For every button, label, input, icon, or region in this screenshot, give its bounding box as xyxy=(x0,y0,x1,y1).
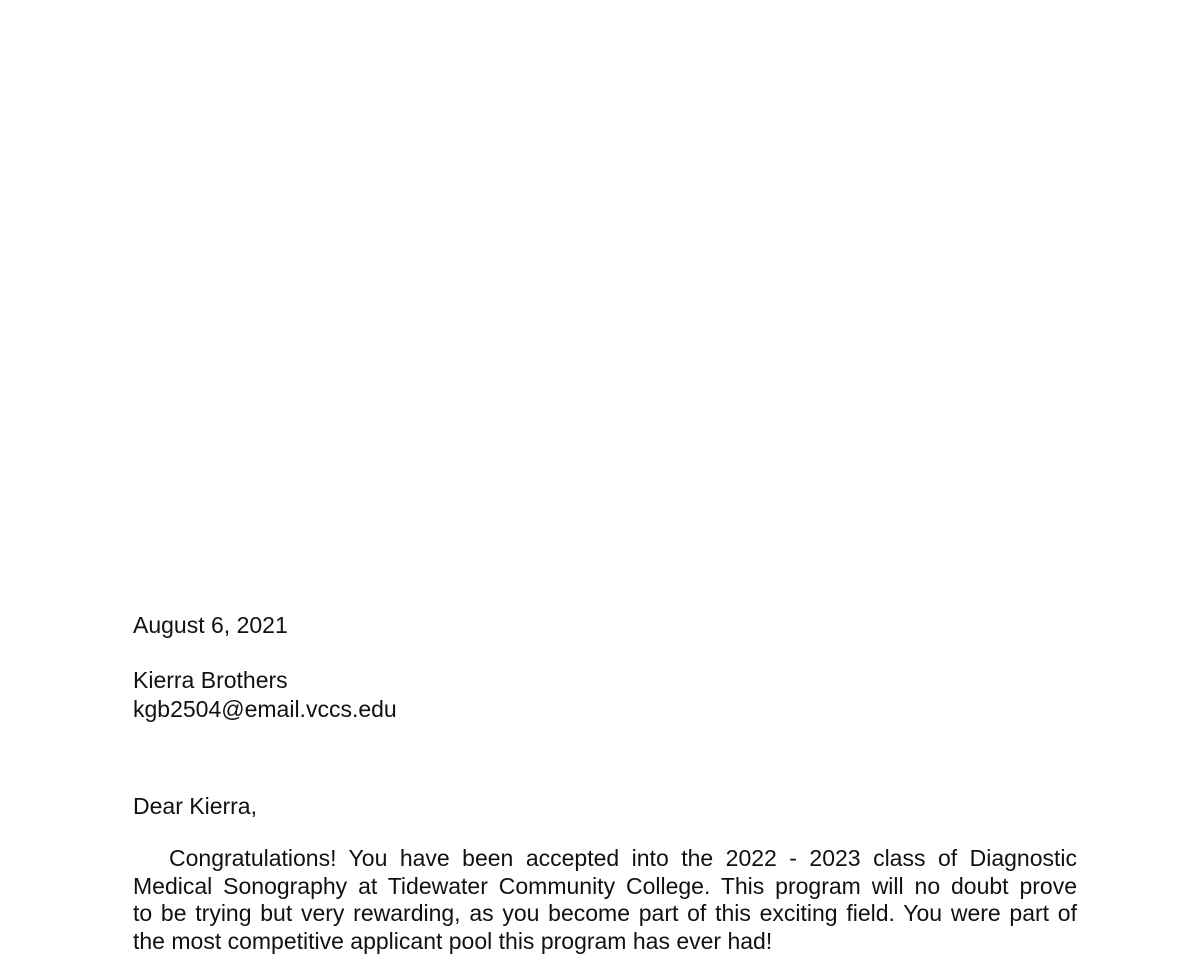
salutation: Dear Kierra, xyxy=(133,793,257,819)
body-line: Medical Sonography at Tidewater Community College. This program will no doubt prove xyxy=(133,872,1077,899)
body-line: to be trying but very rewarding, as you become part of this exciting field. You were part of xyxy=(133,900,1077,926)
letter-date: August 6, 2021 xyxy=(133,612,288,638)
body-paragraph xyxy=(133,845,1077,955)
body-line: the most competitive applicant pool this program has ever had! xyxy=(133,927,773,954)
recipient-email: kgb2504@email.vccs.edu xyxy=(133,696,397,722)
body-line: Congratulations! You have been accepted into the 2022 - 2023 class of Diagnostic xyxy=(169,845,1077,871)
recipient-name: Kierra Brothers xyxy=(133,667,288,693)
